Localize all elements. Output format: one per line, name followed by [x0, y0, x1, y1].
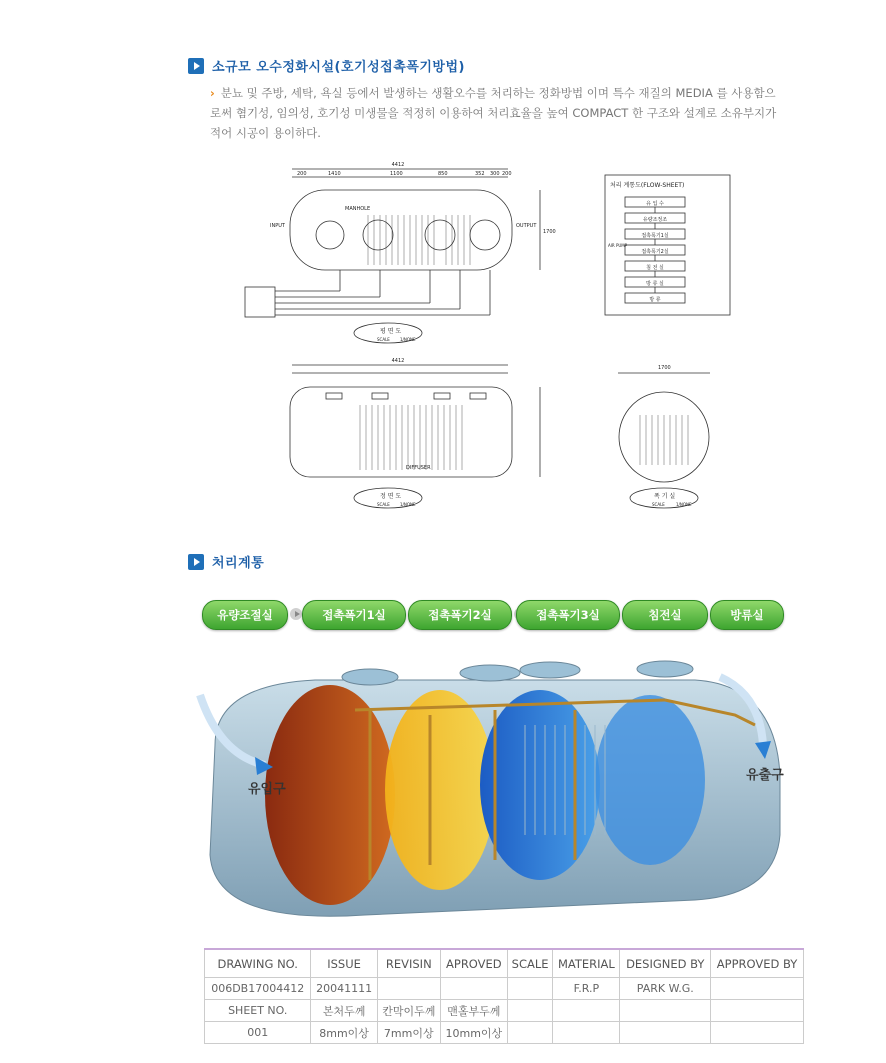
dim-e: 352 [475, 171, 485, 177]
diffuser-label: DIFFUSER [406, 465, 431, 471]
arrow-right-icon [290, 608, 302, 620]
side-view [618, 373, 710, 508]
side-scale-value: 1/NONE [676, 502, 692, 507]
flow-step: 침전실 [622, 600, 708, 630]
table-cell [711, 1022, 804, 1044]
table-cell: SHEET NO. [205, 1000, 311, 1022]
side-title: 폭 기 실 [654, 493, 676, 500]
table-cell [711, 1000, 804, 1022]
table-cell: 20041111 [311, 978, 377, 1000]
table-cell: APROVED [440, 949, 507, 978]
plan-view [245, 169, 540, 343]
table-cell [507, 1022, 552, 1044]
dim-a: 200 [297, 171, 307, 177]
table-cell [620, 1022, 711, 1044]
table-cell: 칸막이두께 [377, 1000, 440, 1022]
dim-total: 4412 [391, 162, 405, 168]
dim-b: 1410 [328, 171, 341, 177]
table-cell [507, 1000, 552, 1022]
flow-step-6: 방 류 실 [646, 281, 664, 287]
dim-height: 1700 [543, 229, 556, 235]
table-cell [553, 1022, 620, 1044]
table-cell: DESIGNED BY [620, 949, 711, 978]
manhole-label: MANHOLE [345, 206, 371, 212]
table-cell: MATERIAL [553, 949, 620, 978]
table-cell [553, 1000, 620, 1022]
section-heading-1 [188, 56, 465, 75]
technical-drawing [240, 155, 740, 520]
table-cell: PARK W.G. [620, 978, 711, 1000]
table-row [205, 1000, 804, 1022]
flow-step: 접촉폭기3실 [516, 600, 620, 630]
flow-step-7: 방 류 [649, 297, 661, 303]
side-dim: 1700 [658, 365, 671, 371]
front-scale: SCALE [377, 502, 390, 507]
bullet-arrow-icon [188, 58, 204, 74]
table-cell: REVISIN [377, 949, 440, 978]
table-cell: DRAWING NO. [205, 949, 311, 978]
front-scale-value: 1/NONE [400, 502, 416, 507]
front-view [290, 365, 540, 508]
plan-scale-value: 1/NONE [400, 337, 416, 342]
bullet-arrow-icon [188, 554, 204, 570]
table-row [205, 949, 804, 978]
air-pump-label: AIR PUMP [608, 243, 628, 248]
dim-d: 850 [438, 171, 448, 177]
table-cell [377, 978, 440, 1000]
table-cell: F.R.P [553, 978, 620, 1000]
flow-step: 접촉폭기2실 [408, 600, 512, 630]
front-title: 정 면 도 [380, 493, 402, 500]
inlet-label: 유입구 [248, 782, 286, 797]
flow-step-5: 침 전 실 [646, 265, 664, 271]
table-cell [620, 1000, 711, 1022]
table-cell [507, 978, 552, 1000]
table-cell: ISSUE [311, 949, 377, 978]
flow-step: 방류실 [710, 600, 784, 630]
flow-step-1: 유 입 수 [646, 201, 664, 207]
table-cell [440, 978, 507, 1000]
dim-f: 300 [490, 171, 500, 177]
table-cell: 001 [205, 1022, 311, 1044]
table-cell: 10mm이상 [440, 1022, 507, 1044]
section-description: › 분뇨 및 주방, 세탁, 욕실 등에서 발생하는 생활오수를 처리하는 정화방법 이며 특수 재질의 MEDIA 를 사용함으로써 혐기성, 임의성, 호기성 미생물을 적정히 이용하여 처리효율을 높여 COMPACT 한 구조와 설계로 소유부지가 적어 시공이 용이하다. [210, 86, 777, 140]
table-cell: 7mm이상 [377, 1022, 440, 1044]
chevron-right-icon: › [210, 86, 215, 100]
plan-title: 평 면 도 [380, 328, 402, 335]
flow-sheet-title: 처리 계통도(FLOW-SHEET) [610, 182, 685, 189]
table-cell: 006DB17004412 [205, 978, 311, 1000]
plan-scale: SCALE [377, 337, 390, 342]
flow-step: 접촉폭기1실 [302, 600, 406, 630]
table-cell: 8mm이상 [311, 1022, 377, 1044]
output-label: OUTPUT [516, 223, 537, 229]
flow-step-4: 접촉폭기2실 [641, 249, 669, 255]
table-cell: 맨홀부두께 [440, 1000, 507, 1022]
table-row [205, 978, 804, 1000]
flow-step: 유량조절실 [202, 600, 288, 630]
table-cell: SCALE [507, 949, 552, 978]
process-flow [202, 600, 782, 628]
side-scale: SCALE [652, 502, 665, 507]
section-title: 소규모 오수정화시설(호기성접촉폭기방법) [212, 60, 465, 75]
dim-c: 1100 [390, 171, 403, 177]
flow-step-3: 접촉폭기1실 [641, 233, 669, 239]
input-label: INPUT [270, 223, 285, 229]
dim-total-front: 4412 [391, 358, 405, 364]
table-cell: 본처두께 [311, 1000, 377, 1022]
table-cell: APPROVED BY [711, 949, 804, 978]
outlet-label: 유출구 [746, 768, 784, 783]
spec-table [204, 948, 804, 1044]
flow-step-2: 유량조정조 [642, 217, 668, 223]
septic-tank-illustration [195, 655, 795, 940]
dim-g: 200 [502, 171, 512, 177]
table-row [205, 1022, 804, 1044]
section-heading-2 [188, 552, 264, 571]
table-cell [711, 978, 804, 1000]
section-title: 처리계통 [212, 556, 265, 571]
